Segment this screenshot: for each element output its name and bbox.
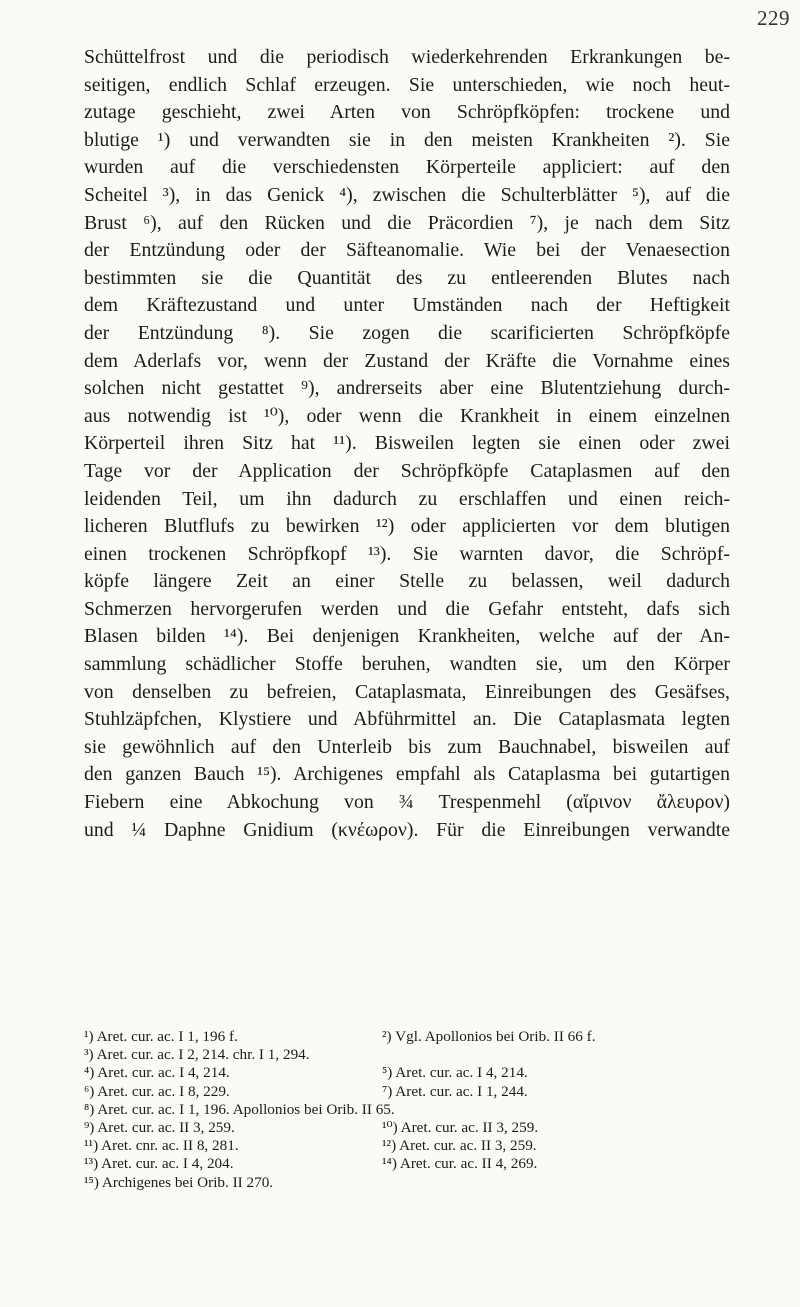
text-line: Brust ⁶), auf den Rücken und die Präcordien ⁷), je nach dem Sitz [84, 211, 730, 234]
text-line: einen trockenen Schröpfkopf ¹³). Sie warnten davor, die Schröpf- [84, 542, 730, 565]
footnote-row [84, 1064, 744, 1082]
footnotes [84, 1028, 744, 1192]
text-line: leidenden Teil, um ihn dadurch zu erschlaffen und einen reich- [84, 487, 730, 510]
text-line: Stuhlzäpfchen, Klystiere und Abführmittel an. Die Cataplasmata legten [84, 708, 730, 731]
text-line: Scheitel ³), in das Genick ⁴), zwischen die Schulterblätter ⁵), auf die [84, 183, 730, 206]
text-line: wurden auf die verschiedensten Körperteile appliciert: auf den [84, 156, 730, 179]
footnote: ¹⁰) Aret. cur. ac. II 3, 259. [382, 1118, 539, 1136]
footnote: ⁶) Aret. cur. ac. I 8, 229. [84, 1082, 230, 1100]
footnote: ¹⁴) Aret. cur. ac. II 4, 269. [382, 1155, 538, 1173]
footnote: ¹) Aret. cur. ac. I 1, 196 f. [84, 1028, 238, 1045]
text-line: sammlung schädlicher Stoffe beruhen, wandten sie, um den Körper [84, 653, 730, 676]
text-line: seitigen, endlich Schlaf erzeugen. Sie unterschieden, wie noch heut- [84, 73, 730, 96]
text-line: der Entzündung ⁸). Sie zogen die scarificierten Schröpfköpfe [84, 321, 730, 344]
footnote: ⁵) Aret. cur. ac. I 4, 214. [382, 1064, 528, 1082]
text-line: aus notwendig ist ¹⁰), oder wenn die Krankheit in einem einzelnen [84, 404, 730, 427]
page-number: 229 [757, 6, 790, 30]
text-line: köpfe längere Zeit an einer Stelle zu belassen, weil dadurch [84, 570, 730, 593]
footnote: ²) Vgl. Apollonios bei Orib. II 66 f. [382, 1028, 596, 1045]
text-line: der Entzündung oder der Säfteanomalie. Wie bei der Venaesection [84, 239, 730, 262]
text-line: blutige ¹) und verwandten sie in den meisten Krankheiten ²). Sie [84, 128, 730, 151]
footnote-row [84, 1155, 744, 1173]
footnote-row [84, 1028, 744, 1046]
text-line: Tage vor der Application der Schröpfköpfe Cataplasmen auf den [84, 459, 730, 482]
text-line: solchen nicht gestattet ⁹), andrerseits aber eine Blutentziehung durch- [84, 377, 730, 400]
footnote: ¹¹) Aret. cnr. ac. II 8, 281. [84, 1137, 239, 1155]
footnote-row [84, 1083, 744, 1101]
text-line: licheren Blutflufs zu bewirken ¹²) oder applicierten vor dem blutigen [84, 515, 730, 538]
footnote-row [84, 1137, 744, 1155]
text-line: bestimmten sie die Quantität des zu entleerenden Blutes nach [84, 266, 730, 289]
footnote: ¹³) Aret. cur. ac. I 4, 204. [84, 1155, 234, 1173]
footnote: ¹²) Aret. cur. ac. II 3, 259. [382, 1137, 537, 1155]
footnote-row [84, 1101, 744, 1119]
footnote-row [84, 1046, 744, 1064]
text-line: dem Kräftezustand und unter Umständen nach der Heftigkeit [84, 294, 730, 317]
text-line: sie gewöhnlich auf den Unterleib bis zum Bauchnabel, bisweilen auf [84, 735, 730, 758]
text-line: Fiebern eine Abkochung von ¾ Trespenmehl (αἴρινον ἄλευρον) [84, 791, 730, 814]
text-line: den ganzen Bauch ¹⁵). Archigenes empfahl als Cataplasma bei gutartigen [84, 763, 730, 786]
main-text [84, 44, 730, 844]
text-line: Blasen bilden ¹⁴). Bei denjenigen Krankheiten, welche auf der An- [84, 625, 730, 648]
text-line: und ¼ Daphne Gnidium (κνέωρον). Für die Einreibungen verwandte [84, 818, 730, 841]
text-line: Körperteil ihren Sitz hat ¹¹). Bisweilen legten sie einen oder zwei [84, 432, 730, 455]
footnote-row [84, 1174, 744, 1192]
footnote-row [84, 1119, 744, 1137]
footnote: ¹⁵) Archigenes bei Orib. II 270. [84, 1173, 274, 1191]
footnote: ⁴) Aret. cur. ac. I 4, 214. [84, 1064, 230, 1082]
footnote: ³) Aret. cur. ac. I 2, 214. chr. I 1, 294. [84, 1046, 310, 1064]
footnote: ⁸) Aret. cur. ac. I 1, 196. Apollonios bei Orib. II 65. [84, 1100, 395, 1118]
text-line: zutage geschieht, zwei Arten von Schröpfköpfen: trockene und [84, 101, 730, 124]
footnote: ⁹) Aret. cur. ac. II 3, 259. [84, 1118, 235, 1136]
footnote: ⁷) Aret. cur. ac. I 1, 244. [382, 1082, 528, 1100]
text-line: dem Aderlafs vor, wenn der Zustand der Kräfte die Vornahme eines [84, 349, 730, 372]
text-line: von denselben zu befreien, Cataplasmata, Einreibungen des Gesäfses, [84, 680, 730, 703]
text-line: Schüttelfrost und die periodisch wiederkehrenden Erkrankungen be- [84, 46, 730, 68]
text-line: Schmerzen hervorgerufen werden und die Gefahr entsteht, dafs sich [84, 597, 730, 620]
